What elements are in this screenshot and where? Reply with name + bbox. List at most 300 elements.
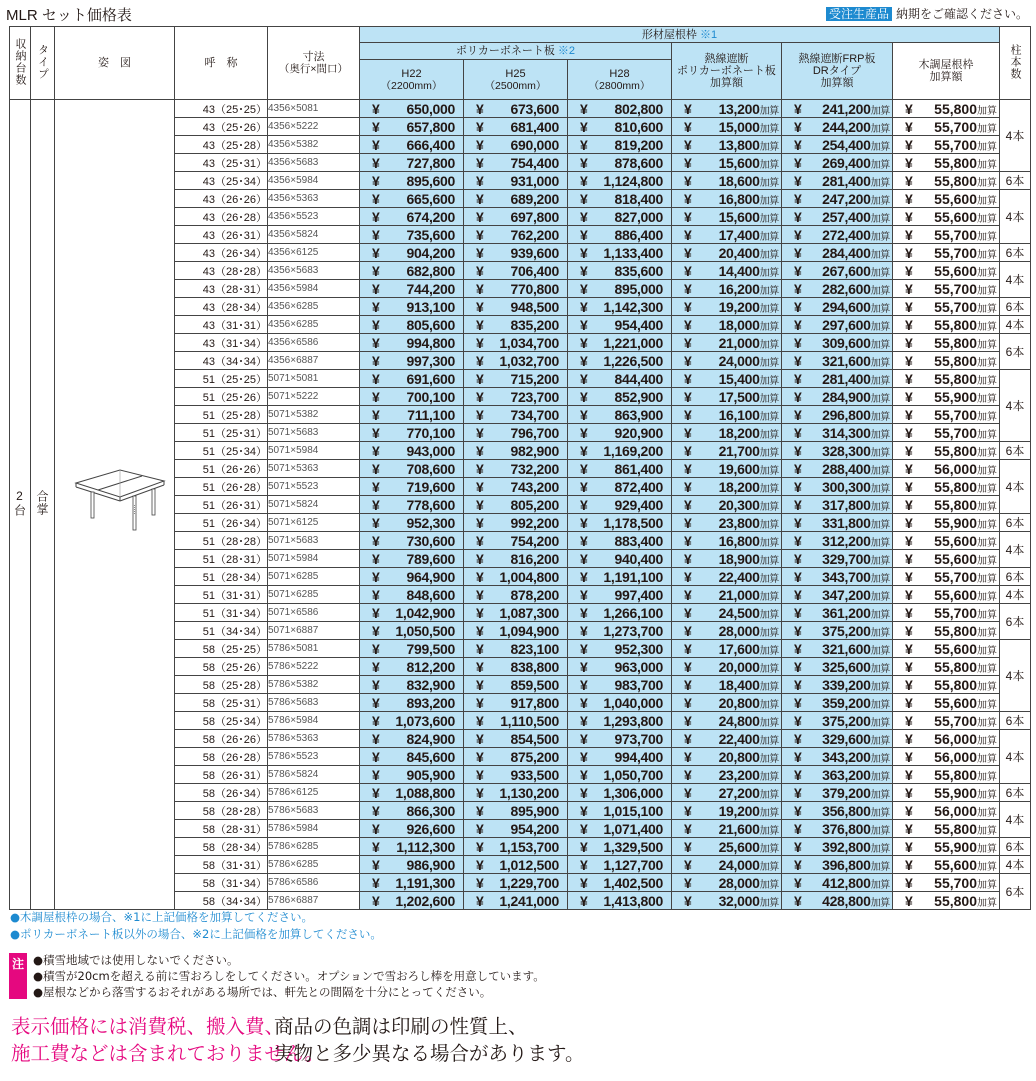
price-h22: ¥ 952,300 <box>360 514 464 532</box>
row-code: 51（28･31） <box>175 550 268 568</box>
price-h22: ¥ 905,900 <box>360 766 464 784</box>
add-wood-frame: ¥ 55,900加算 <box>893 388 1000 406</box>
row-size: 5786×5382 <box>268 676 360 694</box>
add-heat-frp: ¥ 294,600加算 <box>782 298 893 316</box>
row-code: 58（28･34） <box>175 838 268 856</box>
price-h22: ¥ 824,900 <box>360 730 464 748</box>
add-wood-frame: ¥ 55,900加算 <box>893 838 1000 856</box>
row-size: 5071×5683 <box>268 532 360 550</box>
post-count: 6本 <box>1000 874 1031 910</box>
add-heat-poly: ¥ 24,500加算 <box>672 604 782 622</box>
add-wood-frame: ¥ 55,800加算 <box>893 100 1000 118</box>
price-h28: ¥ 844,400 <box>568 370 672 388</box>
row-code: 43（28･34） <box>175 298 268 316</box>
add-heat-frp: ¥ 312,200加算 <box>782 532 893 550</box>
carport-illustration <box>72 465 172 535</box>
add-wood-frame: ¥ 55,800加算 <box>893 334 1000 352</box>
price-h28: ¥ 861,400 <box>568 460 672 478</box>
add-heat-frp: ¥ 257,400加算 <box>782 208 893 226</box>
price-h28: ¥ 954,400 <box>568 316 672 334</box>
price-h28: ¥ 895,000 <box>568 280 672 298</box>
post-count: 6本 <box>1000 604 1031 640</box>
add-heat-frp: ¥ 428,800加算 <box>782 892 893 910</box>
add-heat-frp: ¥ 300,300加算 <box>782 478 893 496</box>
add-wood-frame: ¥ 55,600加算 <box>893 190 1000 208</box>
add-wood-frame: ¥ 56,000加算 <box>893 748 1000 766</box>
header-wood: 木調屋根枠 加算額 <box>893 43 1000 100</box>
price-h28: ¥ 827,000 <box>568 208 672 226</box>
price-h28: ¥ 1,226,500 <box>568 352 672 370</box>
add-wood-frame: ¥ 55,700加算 <box>893 406 1000 424</box>
price-h25: ¥ 1,004,800 <box>464 568 568 586</box>
add-heat-poly: ¥ 17,600加算 <box>672 640 782 658</box>
price-h28: ¥ 1,329,500 <box>568 838 672 856</box>
caution-item: ●積雪が20cmを超える前に雪おろしをしてください。オプションで雪おろし棒を用意しています。 <box>33 969 545 983</box>
header-poly: ポリカーボネート板 ※2 <box>360 43 672 60</box>
row-size: 5786×6125 <box>268 784 360 802</box>
add-wood-frame: ¥ 55,800加算 <box>893 820 1000 838</box>
price-h22: ¥ 1,042,900 <box>360 604 464 622</box>
row-code: 58（25･26） <box>175 658 268 676</box>
add-heat-poly: ¥ 20,800加算 <box>672 694 782 712</box>
add-heat-frp: ¥ 329,700加算 <box>782 550 893 568</box>
row-size: 5071×6586 <box>268 604 360 622</box>
add-heat-poly: ¥ 22,400加算 <box>672 730 782 748</box>
price-h28: ¥ 1,306,000 <box>568 784 672 802</box>
price-h25: ¥ 689,200 <box>464 190 568 208</box>
price-h28: ¥ 1,142,300 <box>568 298 672 316</box>
order-note <box>826 5 1028 22</box>
add-heat-frp: ¥ 356,800加算 <box>782 802 893 820</box>
add-heat-poly: ¥ 21,000加算 <box>672 334 782 352</box>
add-heat-poly: ¥ 16,200加算 <box>672 280 782 298</box>
row-size: 5786×6285 <box>268 838 360 856</box>
add-wood-frame: ¥ 55,800加算 <box>893 352 1000 370</box>
caution-item: ●積雪地域では使用しないでください。 <box>33 953 239 967</box>
price-h25: ¥ 1,034,700 <box>464 334 568 352</box>
color-disclaimer <box>274 1013 584 1067</box>
row-size: 4356×5382 <box>268 136 360 154</box>
row-size: 5786×6887 <box>268 892 360 910</box>
price-h25: ¥ 1,153,700 <box>464 838 568 856</box>
header-posts: 柱本数 <box>1000 27 1031 100</box>
price-h25: ¥ 697,800 <box>464 208 568 226</box>
add-wood-frame: ¥ 55,800加算 <box>893 442 1000 460</box>
row-size: 5786×5363 <box>268 730 360 748</box>
post-count: 6本 <box>1000 784 1031 802</box>
row-code: 43（26･28） <box>175 208 268 226</box>
header-h22: H22 （2200mm） <box>360 60 464 100</box>
row-code: 43（25･31） <box>175 154 268 172</box>
add-heat-frp: ¥ 329,600加算 <box>782 730 893 748</box>
row-size: 5071×5683 <box>268 424 360 442</box>
add-wood-frame: ¥ 55,900加算 <box>893 514 1000 532</box>
add-wood-frame: ¥ 56,000加算 <box>893 730 1000 748</box>
add-heat-poly: ¥ 16,800加算 <box>672 532 782 550</box>
add-wood-frame: ¥ 55,700加算 <box>893 136 1000 154</box>
row-code: 58（25･31） <box>175 694 268 712</box>
add-heat-poly: ¥ 18,000加算 <box>672 316 782 334</box>
row-code: 58（26･34） <box>175 784 268 802</box>
price-h28: ¥ 883,400 <box>568 532 672 550</box>
post-count: 6本 <box>1000 244 1031 262</box>
header-figure: 姿 図 <box>55 27 175 100</box>
order-note-text: 納期をご確認ください。 <box>895 7 1028 21</box>
price-h25: ¥ 1,032,700 <box>464 352 568 370</box>
add-heat-frp: ¥ 325,600加算 <box>782 658 893 676</box>
row-size: 4356×6285 <box>268 298 360 316</box>
row-code: 43（34･34） <box>175 352 268 370</box>
add-wood-frame: ¥ 55,600加算 <box>893 694 1000 712</box>
price-h28: ¥ 819,200 <box>568 136 672 154</box>
price-h22: ¥ 674,200 <box>360 208 464 226</box>
add-heat-poly: ¥ 18,200加算 <box>672 424 782 442</box>
post-count: 4本 <box>1000 370 1031 442</box>
row-code: 58（34･34） <box>175 892 268 910</box>
price-h22: ¥ 926,600 <box>360 820 464 838</box>
caution-item: ●屋根などから落雪するおそれがある場所では、軒先との間隔を十分にとってください。 <box>33 985 492 999</box>
price-h22: ¥ 727,800 <box>360 154 464 172</box>
row-code: 51（26･31） <box>175 496 268 514</box>
add-heat-frp: ¥ 343,200加算 <box>782 748 893 766</box>
add-wood-frame: ¥ 55,800加算 <box>893 892 1000 910</box>
row-code: 43（25･26） <box>175 118 268 136</box>
row-size: 4356×5363 <box>268 190 360 208</box>
row-size: 5786×5683 <box>268 802 360 820</box>
header-type: タイプ <box>31 27 55 100</box>
price-h28: ¥ 872,400 <box>568 478 672 496</box>
row-size: 5071×6125 <box>268 514 360 532</box>
color-disclaimer-line: 商品の色調は印刷の性質上、 <box>274 1015 528 1038</box>
row-size: 5071×6285 <box>268 586 360 604</box>
add-heat-poly: ¥ 20,300加算 <box>672 496 782 514</box>
add-heat-frp: ¥ 247,200加算 <box>782 190 893 208</box>
add-heat-frp: ¥ 281,400加算 <box>782 172 893 190</box>
header-storage: 収納台数 <box>10 27 31 100</box>
price-h25: ¥ 982,900 <box>464 442 568 460</box>
add-heat-frp: ¥ 317,800加算 <box>782 496 893 514</box>
add-heat-poly: ¥ 25,600加算 <box>672 838 782 856</box>
row-code: 51（25･25） <box>175 370 268 388</box>
row-size: 5786×5222 <box>268 658 360 676</box>
price-h22: ¥ 893,200 <box>360 694 464 712</box>
price-h22: ¥ 770,100 <box>360 424 464 442</box>
price-h28: ¥ 852,900 <box>568 388 672 406</box>
table-row <box>10 100 1031 118</box>
add-wood-frame: ¥ 55,600加算 <box>893 586 1000 604</box>
price-h25: ¥ 1,110,500 <box>464 712 568 730</box>
price-h28: ¥ 1,273,700 <box>568 622 672 640</box>
add-wood-frame: ¥ 55,800加算 <box>893 496 1000 514</box>
price-h25: ¥ 1,094,900 <box>464 622 568 640</box>
type-value: 合掌 <box>31 100 55 910</box>
post-count: 4本 <box>1000 100 1031 172</box>
row-code: 51（26･28） <box>175 478 268 496</box>
add-wood-frame: ¥ 55,700加算 <box>893 874 1000 892</box>
add-heat-poly: ¥ 17,500加算 <box>672 388 782 406</box>
price-h28: ¥ 802,800 <box>568 100 672 118</box>
price-h22: ¥ 895,600 <box>360 172 464 190</box>
price-h25: ¥ 681,400 <box>464 118 568 136</box>
price-h25: ¥ 754,200 <box>464 532 568 550</box>
price-h25: ¥ 939,600 <box>464 244 568 262</box>
add-wood-frame: ¥ 55,700加算 <box>893 424 1000 442</box>
row-size: 5071×5984 <box>268 550 360 568</box>
price-h28: ¥ 1,402,500 <box>568 874 672 892</box>
add-wood-frame: ¥ 55,900加算 <box>893 784 1000 802</box>
row-size: 5786×6285 <box>268 856 360 874</box>
price-h28: ¥ 818,400 <box>568 190 672 208</box>
header-size: 寸法 （奥行×間口） <box>268 27 360 100</box>
post-count: 4本 <box>1000 460 1031 514</box>
add-heat-frp: ¥ 359,200加算 <box>782 694 893 712</box>
price-h22: ¥ 904,200 <box>360 244 464 262</box>
row-size: 5071×5363 <box>268 460 360 478</box>
add-wood-frame: ¥ 55,600加算 <box>893 640 1000 658</box>
add-heat-poly: ¥ 21,600加算 <box>672 820 782 838</box>
price-h28: ¥ 1,040,000 <box>568 694 672 712</box>
add-heat-poly: ¥ 18,200加算 <box>672 478 782 496</box>
row-code: 51（25･31） <box>175 424 268 442</box>
add-heat-poly: ¥ 27,200加算 <box>672 784 782 802</box>
row-size: 5786×5824 <box>268 766 360 784</box>
add-heat-frp: ¥ 314,300加算 <box>782 424 893 442</box>
add-heat-poly: ¥ 19,200加算 <box>672 802 782 820</box>
add-heat-frp: ¥ 339,200加算 <box>782 676 893 694</box>
color-disclaimer-line: 実物と多少異なる場合があります。 <box>274 1042 585 1065</box>
row-code: 51（28･34） <box>175 568 268 586</box>
add-heat-poly: ¥ 23,200加算 <box>672 766 782 784</box>
price-h28: ¥ 1,050,700 <box>568 766 672 784</box>
add-wood-frame: ¥ 55,800加算 <box>893 622 1000 640</box>
add-heat-frp: ¥ 376,800加算 <box>782 820 893 838</box>
add-heat-frp: ¥ 361,200加算 <box>782 604 893 622</box>
row-code: 51（31･31） <box>175 586 268 604</box>
price-h22: ¥ 943,000 <box>360 442 464 460</box>
add-wood-frame: ¥ 55,700加算 <box>893 604 1000 622</box>
price-h28: ¥ 929,400 <box>568 496 672 514</box>
price-h25: ¥ 805,200 <box>464 496 568 514</box>
price-h28: ¥ 1,293,800 <box>568 712 672 730</box>
price-h25: ¥ 931,000 <box>464 172 568 190</box>
price-h25: ¥ 796,700 <box>464 424 568 442</box>
add-heat-frp: ¥ 375,200加算 <box>782 622 893 640</box>
price-h25: ¥ 859,500 <box>464 676 568 694</box>
add-heat-frp: ¥ 297,600加算 <box>782 316 893 334</box>
row-code: 51（25･34） <box>175 442 268 460</box>
add-heat-poly: ¥ 17,400加算 <box>672 226 782 244</box>
price-h25: ¥ 732,200 <box>464 460 568 478</box>
post-count: 6本 <box>1000 334 1031 370</box>
add-heat-frp: ¥ 392,800加算 <box>782 838 893 856</box>
price-h25: ¥ 838,800 <box>464 658 568 676</box>
price-h28: ¥ 997,400 <box>568 586 672 604</box>
post-count: 4本 <box>1000 730 1031 784</box>
price-h25: ¥ 673,600 <box>464 100 568 118</box>
add-heat-frp: ¥ 244,200加算 <box>782 118 893 136</box>
price-h22: ¥ 682,800 <box>360 262 464 280</box>
add-wood-frame: ¥ 55,700加算 <box>893 298 1000 316</box>
price-h25: ¥ 854,500 <box>464 730 568 748</box>
add-wood-frame: ¥ 55,800加算 <box>893 658 1000 676</box>
add-wood-frame: ¥ 55,800加算 <box>893 316 1000 334</box>
add-heat-frp: ¥ 284,900加算 <box>782 388 893 406</box>
post-count: 6本 <box>1000 514 1031 532</box>
add-heat-poly: ¥ 19,600加算 <box>672 460 782 478</box>
price-h25: ¥ 1,130,200 <box>464 784 568 802</box>
price-h22: ¥ 1,202,600 <box>360 892 464 910</box>
price-h22: ¥ 657,800 <box>360 118 464 136</box>
add-heat-poly: ¥ 22,400加算 <box>672 568 782 586</box>
add-heat-poly: ¥ 24,000加算 <box>672 352 782 370</box>
price-h28: ¥ 878,600 <box>568 154 672 172</box>
add-heat-frp: ¥ 309,600加算 <box>782 334 893 352</box>
add-wood-frame: ¥ 55,800加算 <box>893 676 1000 694</box>
row-size: 4356×5824 <box>268 226 360 244</box>
row-size: 5071×5382 <box>268 406 360 424</box>
price-h28: ¥ 1,169,200 <box>568 442 672 460</box>
row-size: 4356×5683 <box>268 154 360 172</box>
post-count: 6本 <box>1000 172 1031 190</box>
price-h25: ¥ 1,229,700 <box>464 874 568 892</box>
post-count: 6本 <box>1000 298 1031 316</box>
add-heat-frp: ¥ 363,200加算 <box>782 766 893 784</box>
add-heat-poly: ¥ 13,800加算 <box>672 136 782 154</box>
add-heat-poly: ¥ 15,400加算 <box>672 370 782 388</box>
row-size: 5071×5984 <box>268 442 360 460</box>
price-h25: ¥ 948,500 <box>464 298 568 316</box>
add-heat-frp: ¥ 347,200加算 <box>782 586 893 604</box>
add-wood-frame: ¥ 55,800加算 <box>893 766 1000 784</box>
price-h25: ¥ 1,012,500 <box>464 856 568 874</box>
price-h28: ¥ 1,133,400 <box>568 244 672 262</box>
price-h22: ¥ 997,300 <box>360 352 464 370</box>
row-code: 58（28･31） <box>175 820 268 838</box>
add-wood-frame: ¥ 55,800加算 <box>893 370 1000 388</box>
add-heat-poly: ¥ 24,000加算 <box>672 856 782 874</box>
add-wood-frame: ¥ 55,700加算 <box>893 118 1000 136</box>
caution-badge: 注 <box>9 953 27 999</box>
add-heat-frp: ¥ 343,700加算 <box>782 568 893 586</box>
price-h22: ¥ 994,800 <box>360 334 464 352</box>
add-heat-frp: ¥ 412,800加算 <box>782 874 893 892</box>
post-count: 4本 <box>1000 316 1031 334</box>
add-wood-frame: ¥ 55,600加算 <box>893 532 1000 550</box>
price-h25: ¥ 835,200 <box>464 316 568 334</box>
row-code: 43（25･28） <box>175 136 268 154</box>
add-heat-frp: ¥ 331,800加算 <box>782 514 893 532</box>
row-code: 43（26･31） <box>175 226 268 244</box>
row-size: 4356×5984 <box>268 280 360 298</box>
price-h22: ¥ 866,300 <box>360 802 464 820</box>
add-heat-poly: ¥ 24,800加算 <box>672 712 782 730</box>
add-heat-poly: ¥ 21,700加算 <box>672 442 782 460</box>
row-code: 58（26･28） <box>175 748 268 766</box>
price-h22: ¥ 1,112,300 <box>360 838 464 856</box>
add-heat-poly: ¥ 19,200加算 <box>672 298 782 316</box>
price-h22: ¥ 650,000 <box>360 100 464 118</box>
row-code: 58（31･34） <box>175 874 268 892</box>
post-count: 4本 <box>1000 802 1031 838</box>
add-heat-frp: ¥ 269,400加算 <box>782 154 893 172</box>
row-size: 5071×6887 <box>268 622 360 640</box>
row-size: 5786×5081 <box>268 640 360 658</box>
price-h22: ¥ 744,200 <box>360 280 464 298</box>
post-count: 4本 <box>1000 856 1031 874</box>
add-heat-frp: ¥ 272,400加算 <box>782 226 893 244</box>
add-heat-frp: ¥ 321,600加算 <box>782 640 893 658</box>
add-wood-frame: ¥ 55,700加算 <box>893 226 1000 244</box>
add-heat-poly: ¥ 28,000加算 <box>672 874 782 892</box>
row-size: 4356×6285 <box>268 316 360 334</box>
price-h25: ¥ 816,200 <box>464 550 568 568</box>
header-h28: H28 （2800mm） <box>568 60 672 100</box>
price-notes <box>10 909 382 943</box>
price-h25: ¥ 875,200 <box>464 748 568 766</box>
price-h28: ¥ 994,400 <box>568 748 672 766</box>
add-heat-frp: ¥ 288,400加算 <box>782 460 893 478</box>
add-wood-frame: ¥ 55,800加算 <box>893 478 1000 496</box>
price-h22: ¥ 913,100 <box>360 298 464 316</box>
price-h25: ¥ 933,500 <box>464 766 568 784</box>
price-h28: ¥ 1,191,100 <box>568 568 672 586</box>
row-code: 58（25･25） <box>175 640 268 658</box>
page-title: MLR セット価格表 <box>6 7 132 24</box>
price-h25: ¥ 690,000 <box>464 136 568 154</box>
add-heat-poly: ¥ 18,400加算 <box>672 676 782 694</box>
add-wood-frame: ¥ 56,000加算 <box>893 460 1000 478</box>
add-heat-poly: ¥ 18,600加算 <box>672 172 782 190</box>
price-h25: ¥ 823,100 <box>464 640 568 658</box>
add-heat-frp: ¥ 284,400加算 <box>782 244 893 262</box>
add-heat-poly: ¥ 14,400加算 <box>672 262 782 280</box>
add-wood-frame: ¥ 55,700加算 <box>893 712 1000 730</box>
price-h28: ¥ 810,600 <box>568 118 672 136</box>
row-code: 51（26･34） <box>175 514 268 532</box>
row-code: 58（28･28） <box>175 802 268 820</box>
add-heat-poly: ¥ 15,000加算 <box>672 118 782 136</box>
post-count: 6本 <box>1000 442 1031 460</box>
row-code: 43（28･28） <box>175 262 268 280</box>
price-h25: ¥ 762,200 <box>464 226 568 244</box>
post-count: 6本 <box>1000 712 1031 730</box>
row-size: 4356×6125 <box>268 244 360 262</box>
add-wood-frame: ¥ 55,600加算 <box>893 550 1000 568</box>
add-heat-frp: ¥ 296,800加算 <box>782 406 893 424</box>
price-h22: ¥ 832,900 <box>360 676 464 694</box>
caution-notes <box>33 952 545 1000</box>
add-heat-poly: ¥ 20,400加算 <box>672 244 782 262</box>
post-count: 4本 <box>1000 640 1031 712</box>
row-code: 51（28･28） <box>175 532 268 550</box>
price-h28: ¥ 952,300 <box>568 640 672 658</box>
add-heat-poly: ¥ 23,800加算 <box>672 514 782 532</box>
storage-count: 2台 <box>10 100 31 910</box>
row-size: 5071×6285 <box>268 568 360 586</box>
price-h22: ¥ 778,600 <box>360 496 464 514</box>
post-count: 4本 <box>1000 532 1031 568</box>
price-h25: ¥ 754,400 <box>464 154 568 172</box>
price-h22: ¥ 1,073,600 <box>360 712 464 730</box>
row-code: 51（25･28） <box>175 406 268 424</box>
row-code: 51（26･26） <box>175 460 268 478</box>
add-heat-frp: ¥ 375,200加算 <box>782 712 893 730</box>
row-size: 5071×5824 <box>268 496 360 514</box>
add-heat-frp: ¥ 254,400加算 <box>782 136 893 154</box>
price-h28: ¥ 973,700 <box>568 730 672 748</box>
row-code: 58（25･34） <box>175 712 268 730</box>
add-heat-poly: ¥ 20,800加算 <box>672 748 782 766</box>
